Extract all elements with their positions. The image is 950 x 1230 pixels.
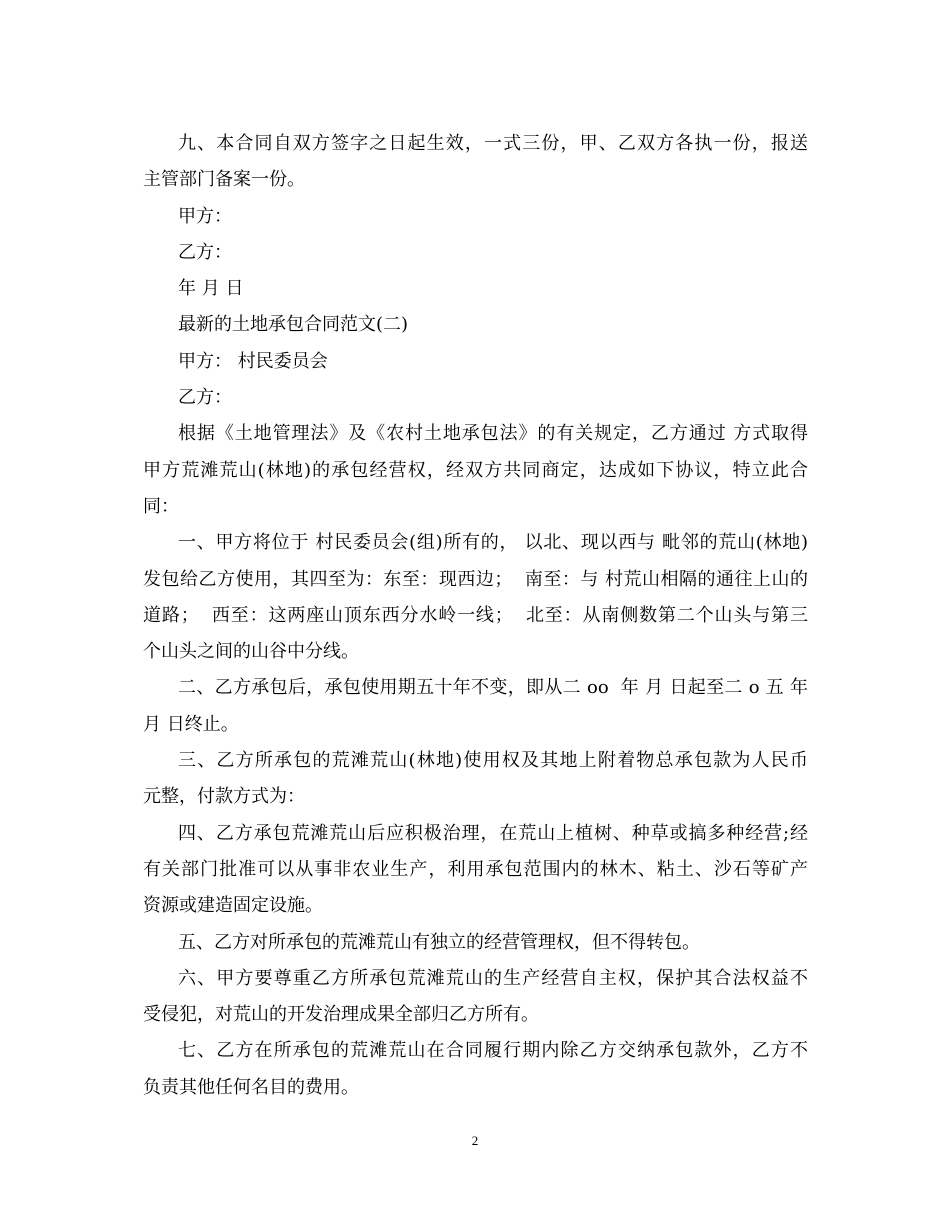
clause-7-line-1: 七、乙方在所承包的荒滩荒山在合同履行期内除乙方交纳承包款外，乙方不 (178, 1040, 808, 1062)
preamble-line-1: 根据《土地管理法》及《农村土地承包法》的有关规定，乙方通过 方式取得 (178, 423, 808, 445)
preamble-line-2: 甲方荒滩荒山(林地)的承包经营权，经双方共同商定，达成如下协议，特立此合 (143, 459, 808, 481)
party-b: 乙方： (178, 387, 232, 409)
clause-7-line-2: 负责其他任何名目的费用。 (143, 1076, 359, 1098)
party-a: 甲方： 村民委员会 (178, 350, 328, 372)
clause-5-line-1: 五、乙方对所承包的荒滩荒山有独立的经营管理权，但不得转包。 (178, 931, 700, 953)
clause-4-line-3: 资源或建造固定设施。 (143, 895, 323, 917)
clause-9-line-2: 主管部门备案一份。 (143, 169, 305, 191)
clause-1-line-4: 个山头之间的山谷中分线。 (143, 641, 359, 663)
clause-1-line-1: 一、甲方将位于 村民委员会(组)所有的， 以北、现以西与 毗邻的荒山(林地) (178, 532, 808, 554)
clause-4-line-2: 有关部门批准可以从事非农业生产，利用承包范围内的林木、粘土、沙石等矿产 (143, 858, 808, 880)
party-a-signature: 甲方： (178, 205, 232, 227)
clause-3-line-1: 三、乙方所承包的荒滩荒山(林地)使用权及其地上附着物总承包款为人民币 (178, 750, 808, 772)
party-b-signature: 乙方： (178, 241, 232, 263)
page-number: 2 (471, 1133, 479, 1148)
clause-9-line-1: 九、本合同自双方签字之日起生效，一式三份，甲、乙双方各执一份，报送 (178, 133, 808, 154)
clause-1-line-3: 道路； 西至：这两座山顶东西分水岭一线； 北至：从南侧数第二个山头与第三 (143, 604, 808, 626)
clause-3-line-2: 元整，付款方式为： (143, 786, 305, 808)
signature-date: 年 月 日 (178, 278, 244, 300)
clause-2-line-2: 月 日终止。 (143, 713, 239, 735)
clause-2-line-1: 二、乙方承包后，承包使用期五十年不变，即从二 oo 年 月 日起至二 o 五 年 (178, 677, 808, 699)
section-title: 最新的土地承包合同范文(二) (178, 314, 409, 336)
clause-1-line-2: 发包给乙方使用，其四至为：东至：现西边； 南至：与 村荒山相隔的通往上山的 (143, 568, 808, 590)
document-body (143, 126, 808, 1106)
clause-6-line-1: 六、甲方要尊重乙方所承包荒滩荒山的生产经营自主权，保护其合法权益不 (178, 967, 808, 989)
preamble-line-3: 同： (143, 495, 179, 517)
clause-6-line-2: 受侵犯，对荒山的开发治理成果全部归乙方所有。 (143, 1004, 539, 1026)
clause-4-line-1: 四、乙方承包荒滩荒山后应积极治理，在荒山上植树、种草或搞多种经营;经 (178, 822, 808, 844)
